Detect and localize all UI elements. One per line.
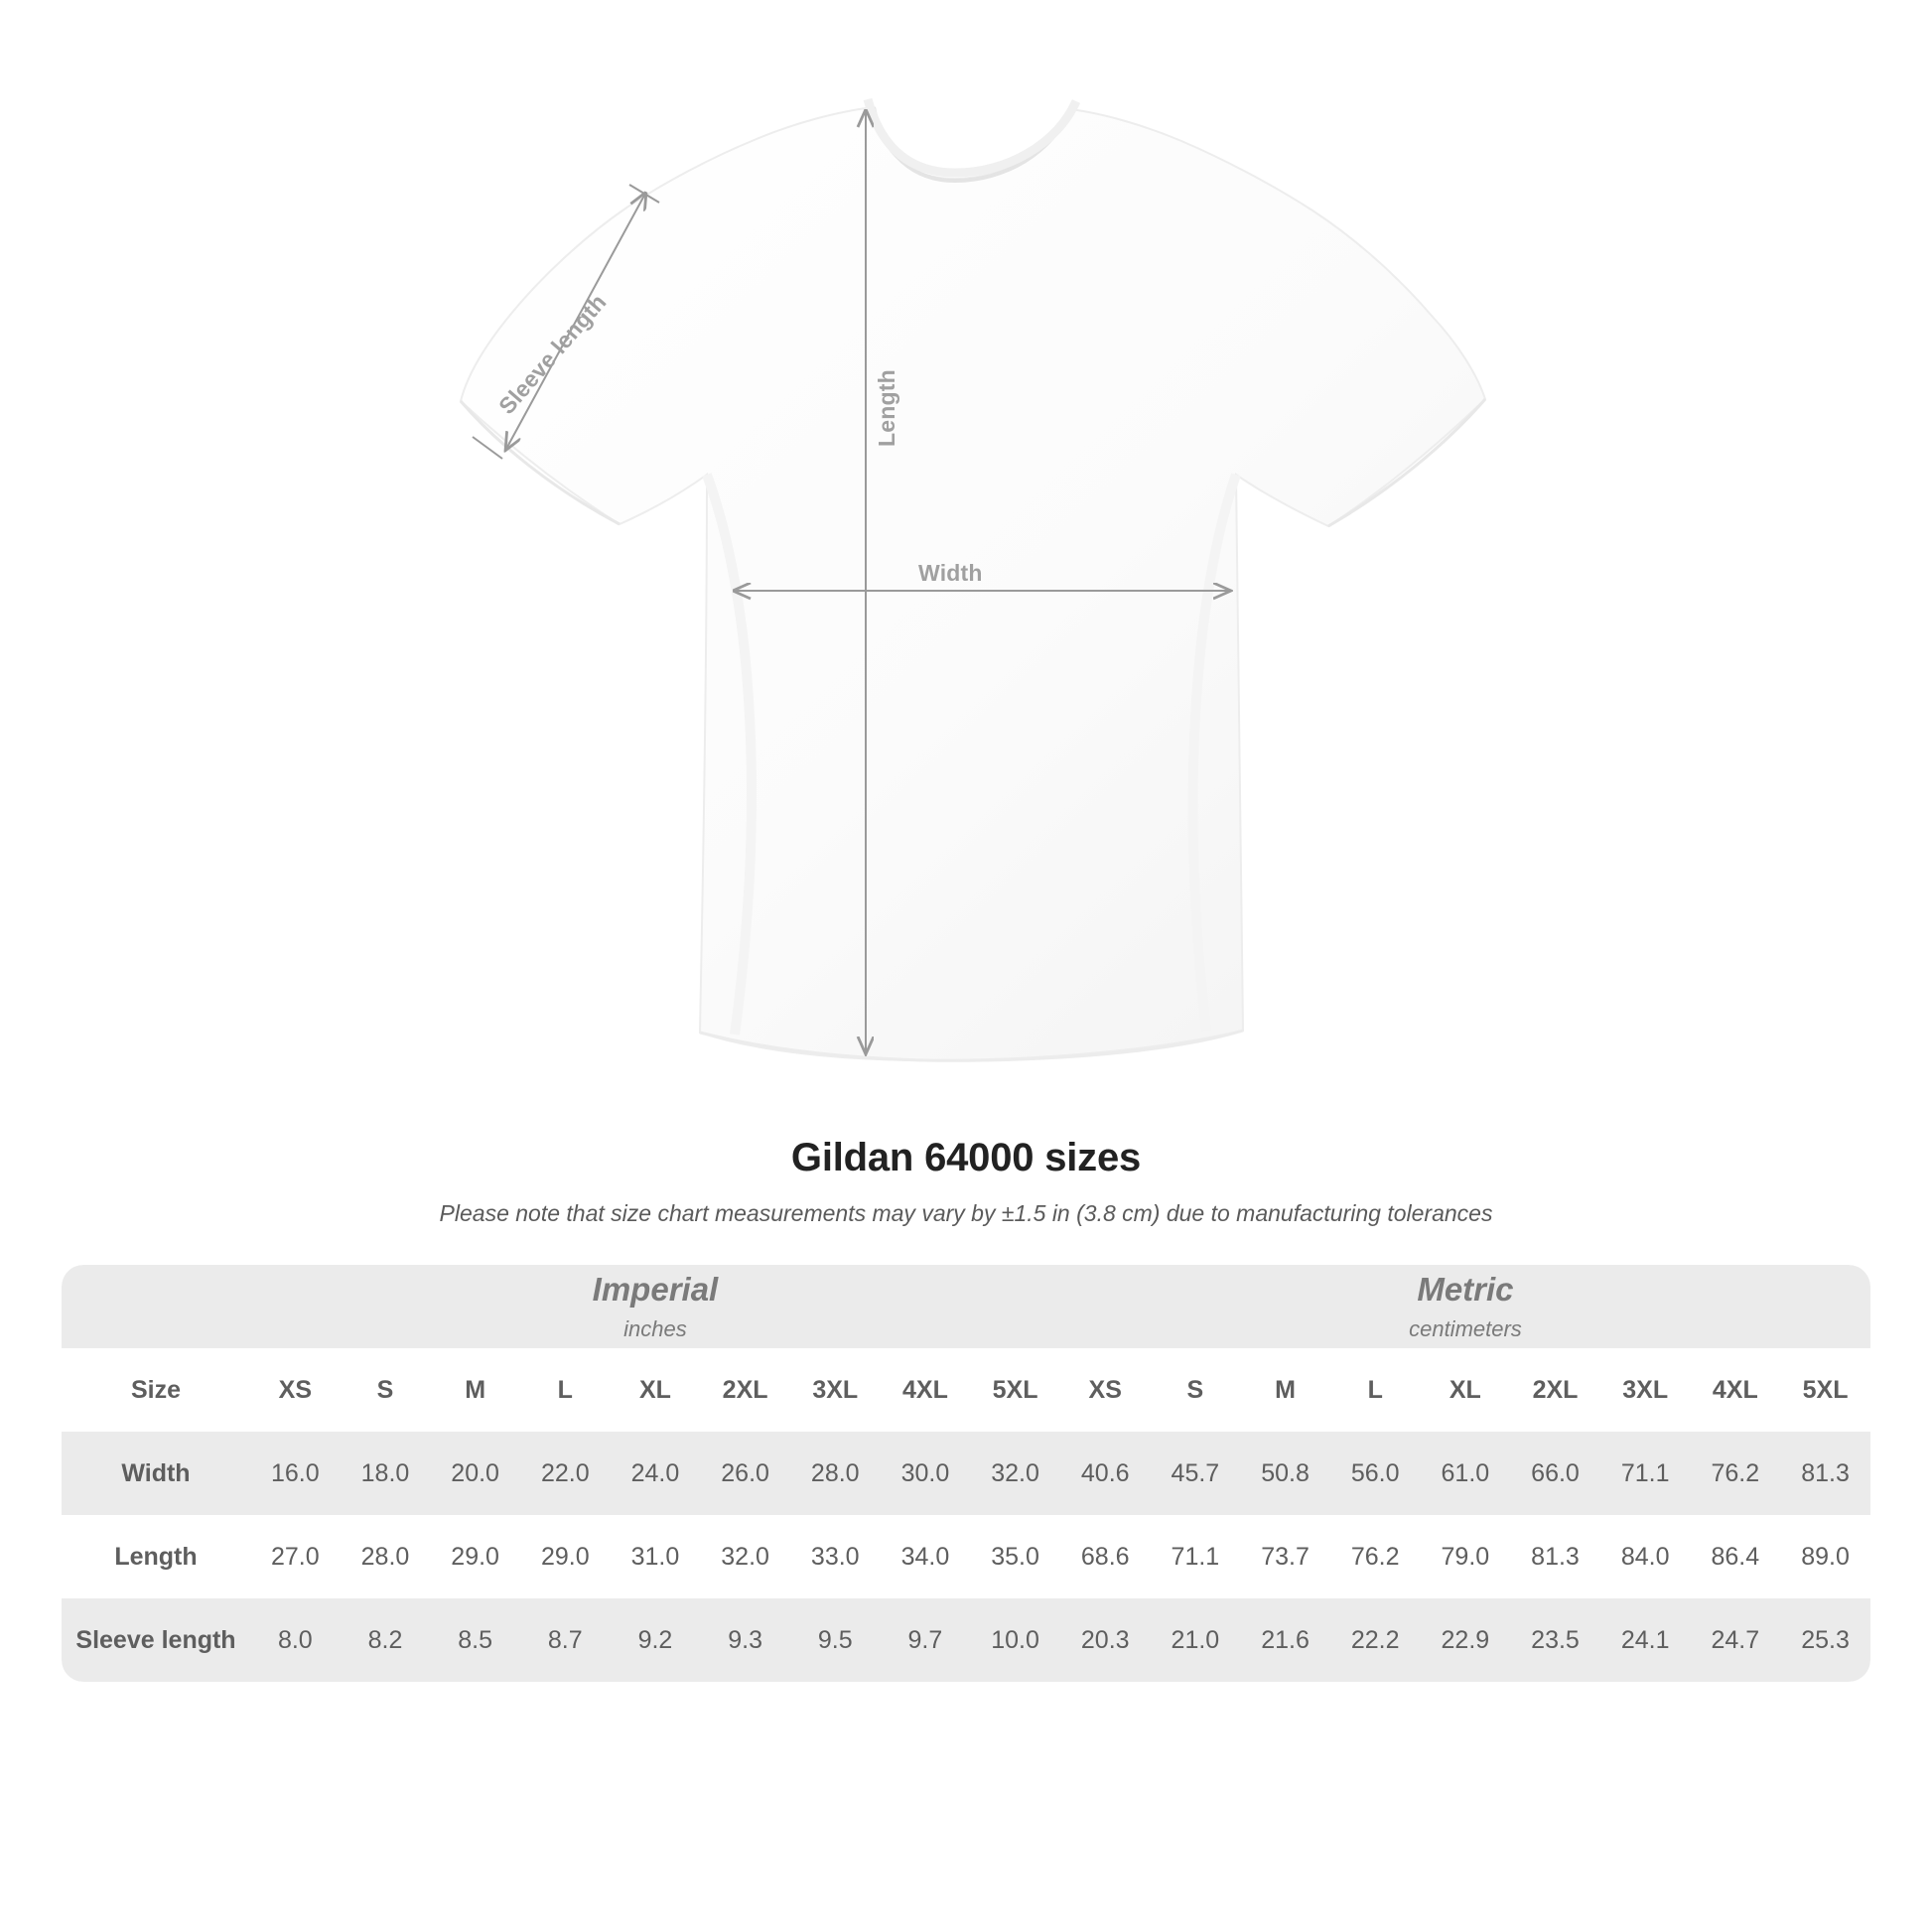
table-cell: 61.0: [1421, 1432, 1511, 1515]
tolerance-note: Please note that size chart measurements may vary by ±1.5 in (3.8 cm) due to manufacturing tolerances: [439, 1200, 1493, 1226]
table-cell: 21.6: [1240, 1598, 1330, 1682]
table-cell: 20.0: [430, 1432, 520, 1515]
table-cell: 56.0: [1330, 1432, 1421, 1515]
table-cell: 79.0: [1421, 1515, 1511, 1598]
table-cell: 76.2: [1691, 1432, 1781, 1515]
table-cell: 33.0: [790, 1515, 881, 1598]
unit-group-imperial-name: Imperial: [592, 1271, 719, 1308]
size-header-cell: XS: [1060, 1348, 1151, 1432]
table-cell: 22.2: [1330, 1598, 1421, 1682]
unit-group-metric: [1060, 1265, 1870, 1348]
table-cell: 9.3: [700, 1598, 790, 1682]
length-dimension-label: Length: [874, 369, 899, 447]
size-header-cell: S: [1151, 1348, 1241, 1432]
unit-corner-cell: [62, 1265, 250, 1348]
table-cell: 73.7: [1240, 1515, 1330, 1598]
table-cell: 50.8: [1240, 1432, 1330, 1515]
table-row: [62, 1598, 1870, 1682]
unit-header-row: [62, 1265, 1870, 1348]
row-label-width: Width: [62, 1432, 250, 1515]
table-cell: 45.7: [1151, 1432, 1241, 1515]
table-row: [62, 1515, 1870, 1598]
page-title: Gildan 64000 sizes: [790, 1136, 1142, 1179]
table-cell: 23.5: [1510, 1598, 1600, 1682]
table-cell: 81.3: [1780, 1432, 1870, 1515]
table-cell: 21.0: [1151, 1598, 1241, 1682]
sleeve-length-dimension-label: Sleeve length: [493, 289, 612, 420]
table-row: [62, 1432, 1870, 1515]
table-cell: 86.4: [1691, 1515, 1781, 1598]
table-cell: 18.0: [341, 1432, 431, 1515]
table-cell: 31.0: [611, 1515, 701, 1598]
table-cell: 8.7: [520, 1598, 611, 1682]
size-header-cell: 4XL: [881, 1348, 971, 1432]
size-header-cell: M: [430, 1348, 520, 1432]
size-header-cell: 2XL: [700, 1348, 790, 1432]
size-header-cell: S: [341, 1348, 431, 1432]
row-label-sleeve-length: Sleeve length: [62, 1598, 250, 1682]
size-header-cell: L: [520, 1348, 611, 1432]
table-cell: 30.0: [881, 1432, 971, 1515]
table-cell: 24.7: [1691, 1598, 1781, 1682]
table-cell: 81.3: [1510, 1515, 1600, 1598]
table-cell: 22.0: [520, 1432, 611, 1515]
table-cell: 27.0: [250, 1515, 341, 1598]
table-cell: 8.5: [430, 1598, 520, 1682]
table-cell: 24.0: [611, 1432, 701, 1515]
table-cell: 84.0: [1600, 1515, 1691, 1598]
unit-group-metric-sub: centimeters: [1409, 1316, 1522, 1341]
size-header-label: Size: [62, 1348, 250, 1432]
size-header-row: [62, 1348, 1870, 1432]
table-cell: 28.0: [790, 1432, 881, 1515]
table-cell: 20.3: [1060, 1598, 1151, 1682]
table-cell: 32.0: [970, 1432, 1060, 1515]
table-cell: 40.6: [1060, 1432, 1151, 1515]
table-cell: 28.0: [341, 1515, 431, 1598]
table-cell: 9.2: [611, 1598, 701, 1682]
table-cell: 26.0: [700, 1432, 790, 1515]
table-cell: 16.0: [250, 1432, 341, 1515]
size-header-cell: XL: [1421, 1348, 1511, 1432]
row-label-length: Length: [62, 1515, 250, 1598]
table-cell: 34.0: [881, 1515, 971, 1598]
table-cell: 22.9: [1421, 1598, 1511, 1682]
table-cell: 89.0: [1780, 1515, 1870, 1598]
unit-group-imperial-sub: inches: [623, 1316, 687, 1341]
size-header-cell: M: [1240, 1348, 1330, 1432]
size-header-cell: XS: [250, 1348, 341, 1432]
unit-group-metric-name: Metric: [1417, 1271, 1514, 1308]
table-cell: 76.2: [1330, 1515, 1421, 1598]
table-cell: 68.6: [1060, 1515, 1151, 1598]
table-cell: 29.0: [520, 1515, 611, 1598]
size-table: [62, 1265, 1870, 1682]
size-header-cell: XL: [611, 1348, 701, 1432]
table-cell: 9.5: [790, 1598, 881, 1682]
table-cell: 9.7: [881, 1598, 971, 1682]
title-block: [0, 1136, 1932, 1227]
table-cell: 8.2: [341, 1598, 431, 1682]
size-table-wrapper: [62, 1265, 1870, 1682]
table-cell: 29.0: [430, 1515, 520, 1598]
size-header-cell: 4XL: [1691, 1348, 1781, 1432]
size-header-cell: 5XL: [970, 1348, 1060, 1432]
size-header-cell: 5XL: [1780, 1348, 1870, 1432]
table-cell: 66.0: [1510, 1432, 1600, 1515]
unit-group-imperial: [250, 1265, 1060, 1348]
table-cell: 71.1: [1151, 1515, 1241, 1598]
size-header-cell: 2XL: [1510, 1348, 1600, 1432]
table-cell: 71.1: [1600, 1432, 1691, 1515]
table-cell: 8.0: [250, 1598, 341, 1682]
width-dimension-label: Width: [918, 560, 983, 586]
table-cell: 25.3: [1780, 1598, 1870, 1682]
table-cell: 10.0: [970, 1598, 1060, 1682]
table-cell: 24.1: [1600, 1598, 1691, 1682]
size-header-cell: 3XL: [1600, 1348, 1691, 1432]
table-cell: 35.0: [970, 1515, 1060, 1598]
table-cell: 32.0: [700, 1515, 790, 1598]
size-header-cell: 3XL: [790, 1348, 881, 1432]
size-header-cell: L: [1330, 1348, 1421, 1432]
